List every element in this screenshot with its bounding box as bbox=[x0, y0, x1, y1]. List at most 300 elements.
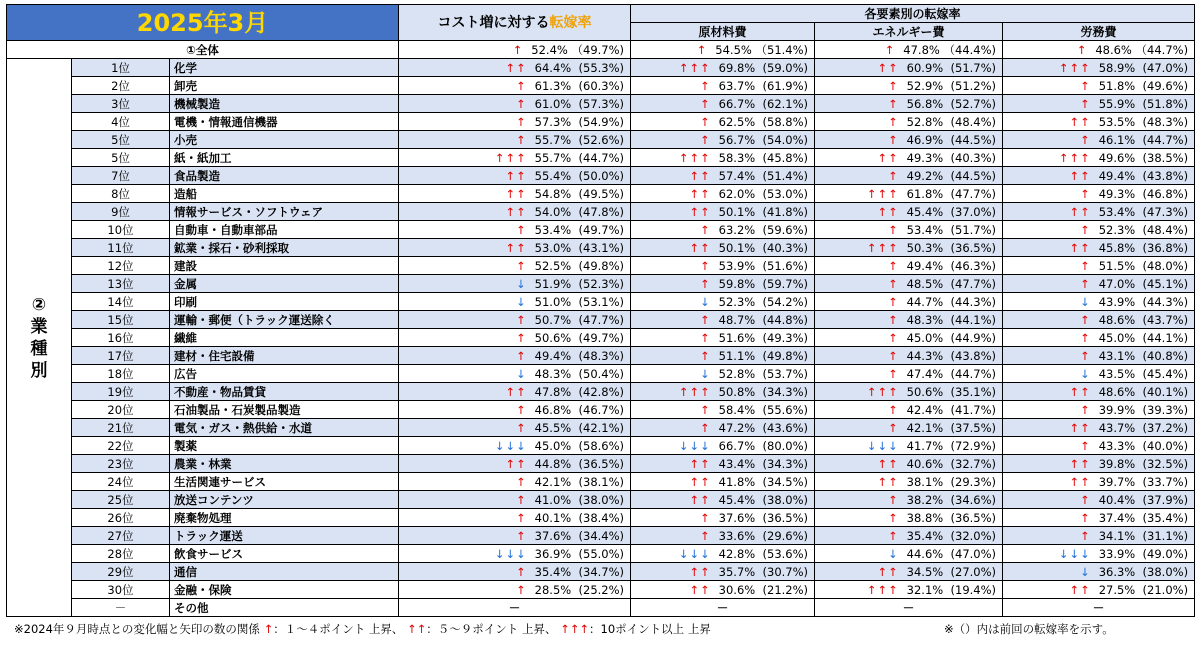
rate-cell-total bbox=[399, 113, 631, 131]
arrow-up-icon: ↑ bbox=[884, 42, 896, 57]
arrow-up-icon: ↑ bbox=[516, 312, 527, 327]
previous-rate: (55.0%) bbox=[578, 546, 625, 561]
rate-value: 61.8% bbox=[906, 186, 944, 201]
rate-value: 62.0% bbox=[718, 186, 756, 201]
arrow-up-icon: ↑↑↑ bbox=[866, 240, 899, 255]
legend-note-text: ※2024年９月時点との変化幅と矢印の数の関係 bbox=[14, 622, 260, 636]
rate-value: 50.7% bbox=[534, 312, 572, 327]
industry-row bbox=[7, 455, 1195, 473]
rate-cell-raw-material bbox=[631, 239, 815, 257]
arrow-up-icon: ↑ bbox=[512, 42, 524, 57]
rank-cell: 8位 bbox=[72, 185, 170, 203]
arrow-up-icon: ↑↑ bbox=[877, 60, 899, 75]
rate-cell-total bbox=[399, 77, 631, 95]
previous-rate: (40.1%) bbox=[1142, 384, 1189, 399]
previous-rate: (51.7%) bbox=[950, 60, 997, 75]
rate-value: 49.4% bbox=[534, 348, 572, 363]
arrow-up-icon: ↑ bbox=[516, 348, 527, 363]
rate-value: 45.0% bbox=[1098, 330, 1136, 345]
rate-cell-labor bbox=[1003, 257, 1195, 275]
previous-rate: (47.0%) bbox=[950, 546, 997, 561]
rate-cell-total bbox=[399, 329, 631, 347]
rank-cell: 10位 bbox=[72, 221, 170, 239]
rate-cell-total bbox=[399, 383, 631, 401]
rank-cell: 17位 bbox=[72, 347, 170, 365]
industry-name: 鉱業・採石・砂利採取 bbox=[170, 239, 399, 257]
rate-cell-labor bbox=[1003, 167, 1195, 185]
previous-rate: (49.7%) bbox=[578, 330, 625, 345]
previous-rate: (45.8%) bbox=[762, 150, 809, 165]
rate-value: 40.6% bbox=[906, 456, 944, 471]
previous-rate: (55.6%) bbox=[762, 402, 809, 417]
industry-row bbox=[7, 491, 1195, 509]
previous-rate: (51.4%) bbox=[762, 168, 809, 183]
arrow-up-icon: ↑↑↑ bbox=[1058, 60, 1091, 75]
previous-rate: (29.6%) bbox=[762, 528, 809, 543]
header-raw-material: 原材料費 bbox=[631, 23, 815, 41]
rate-cell-energy bbox=[815, 581, 1003, 599]
arrow-up-icon: ↑ bbox=[1080, 348, 1091, 363]
rate-value: 53.9% bbox=[718, 258, 756, 273]
previous-rate: (37.2%) bbox=[1142, 420, 1189, 435]
other-row bbox=[7, 599, 1195, 617]
rate-value: 52.3% bbox=[718, 294, 756, 309]
rate-cell-total bbox=[399, 347, 631, 365]
rate-cell-labor bbox=[1003, 293, 1195, 311]
rate-value: 52.8% bbox=[718, 366, 756, 381]
rate-cell-total bbox=[399, 311, 631, 329]
rank-cell: 23位 bbox=[72, 455, 170, 473]
industry-row bbox=[7, 329, 1195, 347]
rate-value: 37.6% bbox=[718, 510, 756, 525]
rate-value: 45.0% bbox=[534, 438, 572, 453]
previous-rate: (62.1%) bbox=[762, 96, 809, 111]
industry-name: 情報サービス・ソフトウェア bbox=[170, 203, 399, 221]
rate-cell-raw-material bbox=[631, 419, 815, 437]
previous-rate: (48.3%) bbox=[1142, 114, 1189, 129]
legend-3-text: ：10ポイント以上 上昇 bbox=[589, 622, 711, 636]
previous-rate: (36.5%) bbox=[578, 456, 625, 471]
rate-value: 41.0% bbox=[534, 492, 572, 507]
rate-cell-raw-material bbox=[631, 167, 815, 185]
arrow-up-icon: ↑ bbox=[516, 564, 527, 579]
previous-rate: (44.9%) bbox=[950, 330, 997, 345]
industry-name: 建設 bbox=[170, 257, 399, 275]
arrow-up-icon: ↑↑↑ bbox=[866, 186, 899, 201]
arrow-up-icon: ↑ bbox=[700, 420, 711, 435]
rate-cell-energy bbox=[815, 59, 1003, 77]
arrow-up-icon: ↑ bbox=[516, 582, 527, 597]
arrow-up-icon: ↑ bbox=[516, 222, 527, 237]
industry-name: 金属 bbox=[170, 275, 399, 293]
empty-cell: － bbox=[815, 599, 1003, 617]
industry-name: 放送コンテンツ bbox=[170, 491, 399, 509]
rate-value: 42.8% bbox=[718, 546, 756, 561]
rate-cell-total bbox=[399, 473, 631, 491]
previous-rate: (44.5%) bbox=[950, 168, 997, 183]
industry-row bbox=[7, 473, 1195, 491]
rate-value: 51.5% bbox=[1098, 258, 1136, 273]
legend-note bbox=[14, 621, 711, 637]
arrow-up-icon: ↑ bbox=[516, 114, 527, 129]
arrow-up-icon: ↑ bbox=[888, 312, 899, 327]
industry-row bbox=[7, 95, 1195, 113]
arrow-up-icon: ↑↑ bbox=[1069, 474, 1091, 489]
rate-cell-labor bbox=[1003, 545, 1195, 563]
previous-rate: (41.8%) bbox=[762, 204, 809, 219]
previous-rate: (49.5%) bbox=[578, 186, 625, 201]
rank-cell: 15位 bbox=[72, 311, 170, 329]
rate-cell-labor bbox=[1003, 113, 1195, 131]
previous-rate: (37.5%) bbox=[950, 420, 997, 435]
rate-cell-raw-material bbox=[631, 329, 815, 347]
rate-value: 49.4% bbox=[1098, 168, 1136, 183]
arrow-up-icon: ↑↑ bbox=[877, 456, 899, 471]
arrow-down-icon: ↓ bbox=[1080, 294, 1091, 309]
rate-cell-energy bbox=[815, 149, 1003, 167]
previous-rate: (34.4%) bbox=[578, 528, 625, 543]
empty-cell: － bbox=[631, 599, 815, 617]
rate-cell-labor bbox=[1003, 563, 1195, 581]
industry-row bbox=[7, 311, 1195, 329]
previous-rate: (36.5%) bbox=[950, 240, 997, 255]
arrow-up-icon: ↑↑ bbox=[1069, 114, 1091, 129]
previous-rate-note: ※（）内は前回の転嫁率を示す。 bbox=[944, 622, 1114, 636]
arrow-down-icon: ↓ bbox=[1080, 366, 1091, 381]
industry-name: その他 bbox=[170, 599, 399, 617]
rate-cell-total bbox=[399, 275, 631, 293]
rate-value: 55.7% bbox=[534, 150, 572, 165]
rate-value: 33.6% bbox=[718, 528, 756, 543]
rate-cell-raw-material bbox=[631, 221, 815, 239]
previous-rate: (30.7%) bbox=[762, 564, 809, 579]
previous-rate: (60.3%) bbox=[578, 78, 625, 93]
rate-value: 53.0% bbox=[534, 240, 572, 255]
arrow-down-icon: ↓ bbox=[516, 294, 527, 309]
rate-value: 39.8% bbox=[1098, 456, 1136, 471]
rate-value: 43.9% bbox=[1098, 294, 1136, 309]
rate-value: 50.1% bbox=[718, 204, 756, 219]
arrow-up-icon: ↑ bbox=[1080, 78, 1091, 93]
rate-cell-labor bbox=[1003, 77, 1195, 95]
rate-cell-energy bbox=[815, 221, 1003, 239]
rate-value: 38.8% bbox=[906, 510, 944, 525]
rate-cell-raw-material bbox=[631, 293, 815, 311]
rank-cell: 20位 bbox=[72, 401, 170, 419]
rate-value: 48.6% bbox=[1095, 42, 1132, 57]
rate-value: 32.1% bbox=[906, 582, 944, 597]
previous-rate: (49.7%) bbox=[578, 222, 625, 237]
rate-value: 58.3% bbox=[718, 150, 756, 165]
arrow-up-icon: ↑↑ bbox=[689, 204, 711, 219]
rate-cell-labor bbox=[1003, 527, 1195, 545]
arrow-up-icon: ↑↑ bbox=[1069, 420, 1091, 435]
arrow-up-icon: ↑ bbox=[1080, 312, 1091, 327]
rate-value: 50.1% bbox=[718, 240, 756, 255]
rate-value: 60.9% bbox=[906, 60, 944, 75]
arrow-up-icon: ↑↑ bbox=[689, 564, 711, 579]
rate-cell-labor bbox=[1003, 329, 1195, 347]
rate-value: 34.5% bbox=[906, 564, 944, 579]
previous-rate: (37.9%) bbox=[1142, 492, 1189, 507]
previous-rate: (43.1%) bbox=[578, 240, 625, 255]
arrow-down-icon: ↓↓↓ bbox=[494, 438, 527, 453]
rate-value: 44.8% bbox=[534, 456, 572, 471]
rate-cell-total bbox=[399, 401, 631, 419]
arrow-up-icon: ↑ bbox=[888, 114, 899, 129]
industry-row bbox=[7, 77, 1195, 95]
rank-cell: 30位 bbox=[72, 581, 170, 599]
rate-value: 69.8% bbox=[718, 60, 756, 75]
arrow-up-icon: ↑ bbox=[1080, 528, 1091, 543]
industry-name: 繊維 bbox=[170, 329, 399, 347]
rank-cell: 22位 bbox=[72, 437, 170, 455]
rate-cell-energy bbox=[815, 401, 1003, 419]
overall-cell-raw-material bbox=[631, 41, 815, 59]
rank-cell: 1位 bbox=[72, 59, 170, 77]
header-energy: エネルギー費 bbox=[815, 23, 1003, 41]
arrow-down-icon: ↓ bbox=[516, 276, 527, 291]
previous-rate: (40.8%) bbox=[1142, 348, 1189, 363]
rate-value: 61.3% bbox=[534, 78, 572, 93]
overall-cell-energy bbox=[815, 41, 1003, 59]
rank-cell: 28位 bbox=[72, 545, 170, 563]
arrow-up-icon: ↑ bbox=[888, 78, 899, 93]
rank-cell: 18位 bbox=[72, 365, 170, 383]
rate-value: 58.9% bbox=[1098, 60, 1136, 75]
rate-value: 66.7% bbox=[718, 438, 756, 453]
arrow-up-icon: ↑↑↑ bbox=[560, 622, 590, 636]
rate-cell-energy bbox=[815, 545, 1003, 563]
arrow-up-icon: ↑↑ bbox=[877, 204, 899, 219]
rate-cell-raw-material bbox=[631, 455, 815, 473]
rate-cell-labor bbox=[1003, 365, 1195, 383]
arrow-up-icon: ↑ bbox=[700, 330, 711, 345]
rank-cell: 29位 bbox=[72, 563, 170, 581]
rate-cell-total bbox=[399, 563, 631, 581]
rate-value: 55.7% bbox=[534, 132, 572, 147]
previous-rate: (57.3%) bbox=[578, 96, 625, 111]
rate-value: 49.6% bbox=[1098, 150, 1136, 165]
arrow-up-icon: ↑ bbox=[700, 258, 711, 273]
arrow-up-icon: ↑ bbox=[888, 492, 899, 507]
industry-row bbox=[7, 59, 1195, 77]
previous-rate: (47.8%) bbox=[578, 204, 625, 219]
rate-value: 48.6% bbox=[1098, 384, 1136, 399]
industry-row bbox=[7, 545, 1195, 563]
previous-rate: (47.7%) bbox=[578, 312, 625, 327]
industry-name: 化学 bbox=[170, 59, 399, 77]
arrow-up-icon: ↑ bbox=[516, 492, 527, 507]
industry-name: 生活関連サービス bbox=[170, 473, 399, 491]
rate-value: 47.4% bbox=[906, 366, 944, 381]
rate-value: 63.7% bbox=[718, 78, 756, 93]
rank-cell: 13位 bbox=[72, 275, 170, 293]
arrow-up-icon: ↑ bbox=[700, 114, 711, 129]
previous-rate: (38.4%) bbox=[578, 510, 625, 525]
previous-rate: (40.3%) bbox=[762, 240, 809, 255]
header-overall-prefix: コスト増に対する bbox=[437, 14, 550, 31]
rate-value: 35.7% bbox=[718, 564, 756, 579]
arrow-up-icon: ↑ bbox=[516, 330, 527, 345]
arrow-up-icon: ↑ bbox=[700, 348, 711, 363]
arrow-up-icon: ↑↑ bbox=[1069, 384, 1091, 399]
arrow-up-icon: ↑↑ bbox=[505, 168, 527, 183]
legend-2-text: ：５～９ポイント 上昇、 bbox=[426, 622, 557, 636]
rank-cell: 11位 bbox=[72, 239, 170, 257]
rate-value: 47.0% bbox=[1098, 276, 1136, 291]
previous-rate: (55.3%) bbox=[578, 60, 625, 75]
industry-name: 建材・住宅設備 bbox=[170, 347, 399, 365]
previous-rate: (38.1%) bbox=[578, 474, 625, 489]
rate-value: 48.3% bbox=[906, 312, 944, 327]
arrow-up-icon: ↑ bbox=[888, 348, 899, 363]
previous-rate: (51.7%) bbox=[950, 222, 997, 237]
arrow-up-icon: ↑ bbox=[888, 294, 899, 309]
arrow-up-icon: ↑↑ bbox=[505, 186, 527, 201]
rate-cell-raw-material bbox=[631, 149, 815, 167]
rate-cell-labor bbox=[1003, 239, 1195, 257]
previous-rate: (49.6%) bbox=[1142, 78, 1189, 93]
rate-cell-raw-material bbox=[631, 563, 815, 581]
rank-cell: 2位 bbox=[72, 77, 170, 95]
arrow-up-icon: ↑ bbox=[700, 222, 711, 237]
rate-cell-total bbox=[399, 509, 631, 527]
previous-rate: (47.7%) bbox=[950, 276, 997, 291]
arrow-up-icon: ↑ bbox=[700, 528, 711, 543]
industry-name: 通信 bbox=[170, 563, 399, 581]
rate-value: 44.6% bbox=[906, 546, 944, 561]
industry-name: 運輸・郵便（トラック運送除く bbox=[170, 311, 399, 329]
arrow-down-icon: ↓↓↓ bbox=[678, 438, 711, 453]
arrow-up-icon: ↑↑ bbox=[689, 474, 711, 489]
rate-cell-energy bbox=[815, 455, 1003, 473]
rate-cell-labor bbox=[1003, 491, 1195, 509]
rate-value: 49.3% bbox=[906, 150, 944, 165]
rate-value: 34.1% bbox=[1098, 528, 1136, 543]
rate-cell-labor bbox=[1003, 473, 1195, 491]
arrow-up-icon: ↑ bbox=[1080, 258, 1091, 273]
rate-cell-energy bbox=[815, 509, 1003, 527]
rate-value: 56.8% bbox=[906, 96, 944, 111]
previous-rate: (58.8%) bbox=[762, 114, 809, 129]
rate-cell-energy bbox=[815, 491, 1003, 509]
rate-value: 53.4% bbox=[1098, 204, 1136, 219]
arrow-up-icon: ↑ bbox=[700, 78, 711, 93]
legend-1-text: ：１～４ポイント 上昇、 bbox=[273, 622, 404, 636]
arrow-up-icon: ↑↑ bbox=[505, 60, 527, 75]
rate-value: 66.7% bbox=[718, 96, 756, 111]
previous-rate: (54.9%) bbox=[578, 114, 625, 129]
industry-name: 紙・紙加工 bbox=[170, 149, 399, 167]
rate-value: 49.3% bbox=[1098, 186, 1136, 201]
previous-rate: (44.8%) bbox=[762, 312, 809, 327]
arrow-up-icon: ↑ bbox=[1080, 132, 1091, 147]
industry-name: トラック運送 bbox=[170, 527, 399, 545]
previous-rate: (48.3%) bbox=[578, 348, 625, 363]
arrow-up-icon: ↑↑ bbox=[877, 150, 899, 165]
rate-cell-raw-material bbox=[631, 509, 815, 527]
rate-cell-labor bbox=[1003, 347, 1195, 365]
rate-value: 47.8% bbox=[903, 42, 940, 57]
rate-value: 61.0% bbox=[534, 96, 572, 111]
rate-value: 59.8% bbox=[718, 276, 756, 291]
rate-cell-labor bbox=[1003, 131, 1195, 149]
previous-rate: (32.0%) bbox=[950, 528, 997, 543]
previous-rate: (45.4%) bbox=[1142, 366, 1189, 381]
previous-rate: (44.1%) bbox=[1142, 330, 1189, 345]
rank-cell: 5位 bbox=[72, 131, 170, 149]
rate-cell-total bbox=[399, 455, 631, 473]
arrow-up-icon: ↑ bbox=[888, 168, 899, 183]
arrow-down-icon: ↓↓↓ bbox=[1058, 546, 1091, 561]
industry-row bbox=[7, 293, 1195, 311]
rate-value: 51.9% bbox=[534, 276, 572, 291]
previous-rate: (34.7%) bbox=[578, 564, 625, 579]
previous-rate: (37.0%) bbox=[950, 204, 997, 219]
rate-cell-raw-material bbox=[631, 275, 815, 293]
previous-rate: (25.2%) bbox=[578, 582, 625, 597]
previous-rate: (72.9%) bbox=[950, 438, 997, 453]
previous-rate: (53.7%) bbox=[762, 366, 809, 381]
industry-name: 小売 bbox=[170, 131, 399, 149]
arrow-down-icon: ↓ bbox=[516, 366, 527, 381]
arrow-up-icon: ↑ bbox=[700, 312, 711, 327]
rate-value: 51.6% bbox=[718, 330, 756, 345]
previous-rate: (31.1%) bbox=[1142, 528, 1189, 543]
rate-value: 49.2% bbox=[906, 168, 944, 183]
rate-value: 45.5% bbox=[534, 420, 572, 435]
arrow-up-icon: ↑↑↑ bbox=[678, 384, 711, 399]
rate-value: 46.9% bbox=[906, 132, 944, 147]
rate-value: 53.4% bbox=[906, 222, 944, 237]
rank-cell: 12位 bbox=[72, 257, 170, 275]
previous-rate: (40.3%) bbox=[950, 150, 997, 165]
rank-cell: 9位 bbox=[72, 203, 170, 221]
rate-value: 35.4% bbox=[534, 564, 572, 579]
report-title: 2025年3月 bbox=[7, 5, 399, 41]
rate-cell-labor bbox=[1003, 383, 1195, 401]
rate-value: 47.8% bbox=[534, 384, 572, 399]
arrow-up-icon: ↑ bbox=[700, 510, 711, 525]
rate-value: 51.8% bbox=[1098, 78, 1136, 93]
rate-cell-labor bbox=[1003, 455, 1195, 473]
rate-value: 63.2% bbox=[718, 222, 756, 237]
arrow-up-icon: ↑ bbox=[888, 366, 899, 381]
rank-cell: 21位 bbox=[72, 419, 170, 437]
rate-cell-energy bbox=[815, 563, 1003, 581]
rate-cell-labor bbox=[1003, 221, 1195, 239]
rate-cell-labor bbox=[1003, 509, 1195, 527]
rate-cell-labor bbox=[1003, 311, 1195, 329]
arrow-up-icon: ↑ bbox=[888, 258, 899, 273]
industry-row bbox=[7, 257, 1195, 275]
header-overall-rate bbox=[399, 5, 631, 41]
rank-cell: 25位 bbox=[72, 491, 170, 509]
arrow-up-icon: ↑ bbox=[1080, 276, 1091, 291]
previous-rate: (42.1%) bbox=[578, 420, 625, 435]
rate-cell-total bbox=[399, 545, 631, 563]
arrow-up-icon: ↑↑ bbox=[689, 240, 711, 255]
arrow-down-icon: ↓ bbox=[700, 366, 711, 381]
industry-row bbox=[7, 347, 1195, 365]
industry-name: 自動車・自動車部品 bbox=[170, 221, 399, 239]
previous-rate: (45.1%) bbox=[1142, 276, 1189, 291]
rate-value: 51.0% bbox=[534, 294, 572, 309]
arrow-up-icon: ↑ bbox=[516, 474, 527, 489]
rank-cell: 4位 bbox=[72, 113, 170, 131]
arrow-up-icon: ↑↑ bbox=[505, 456, 527, 471]
